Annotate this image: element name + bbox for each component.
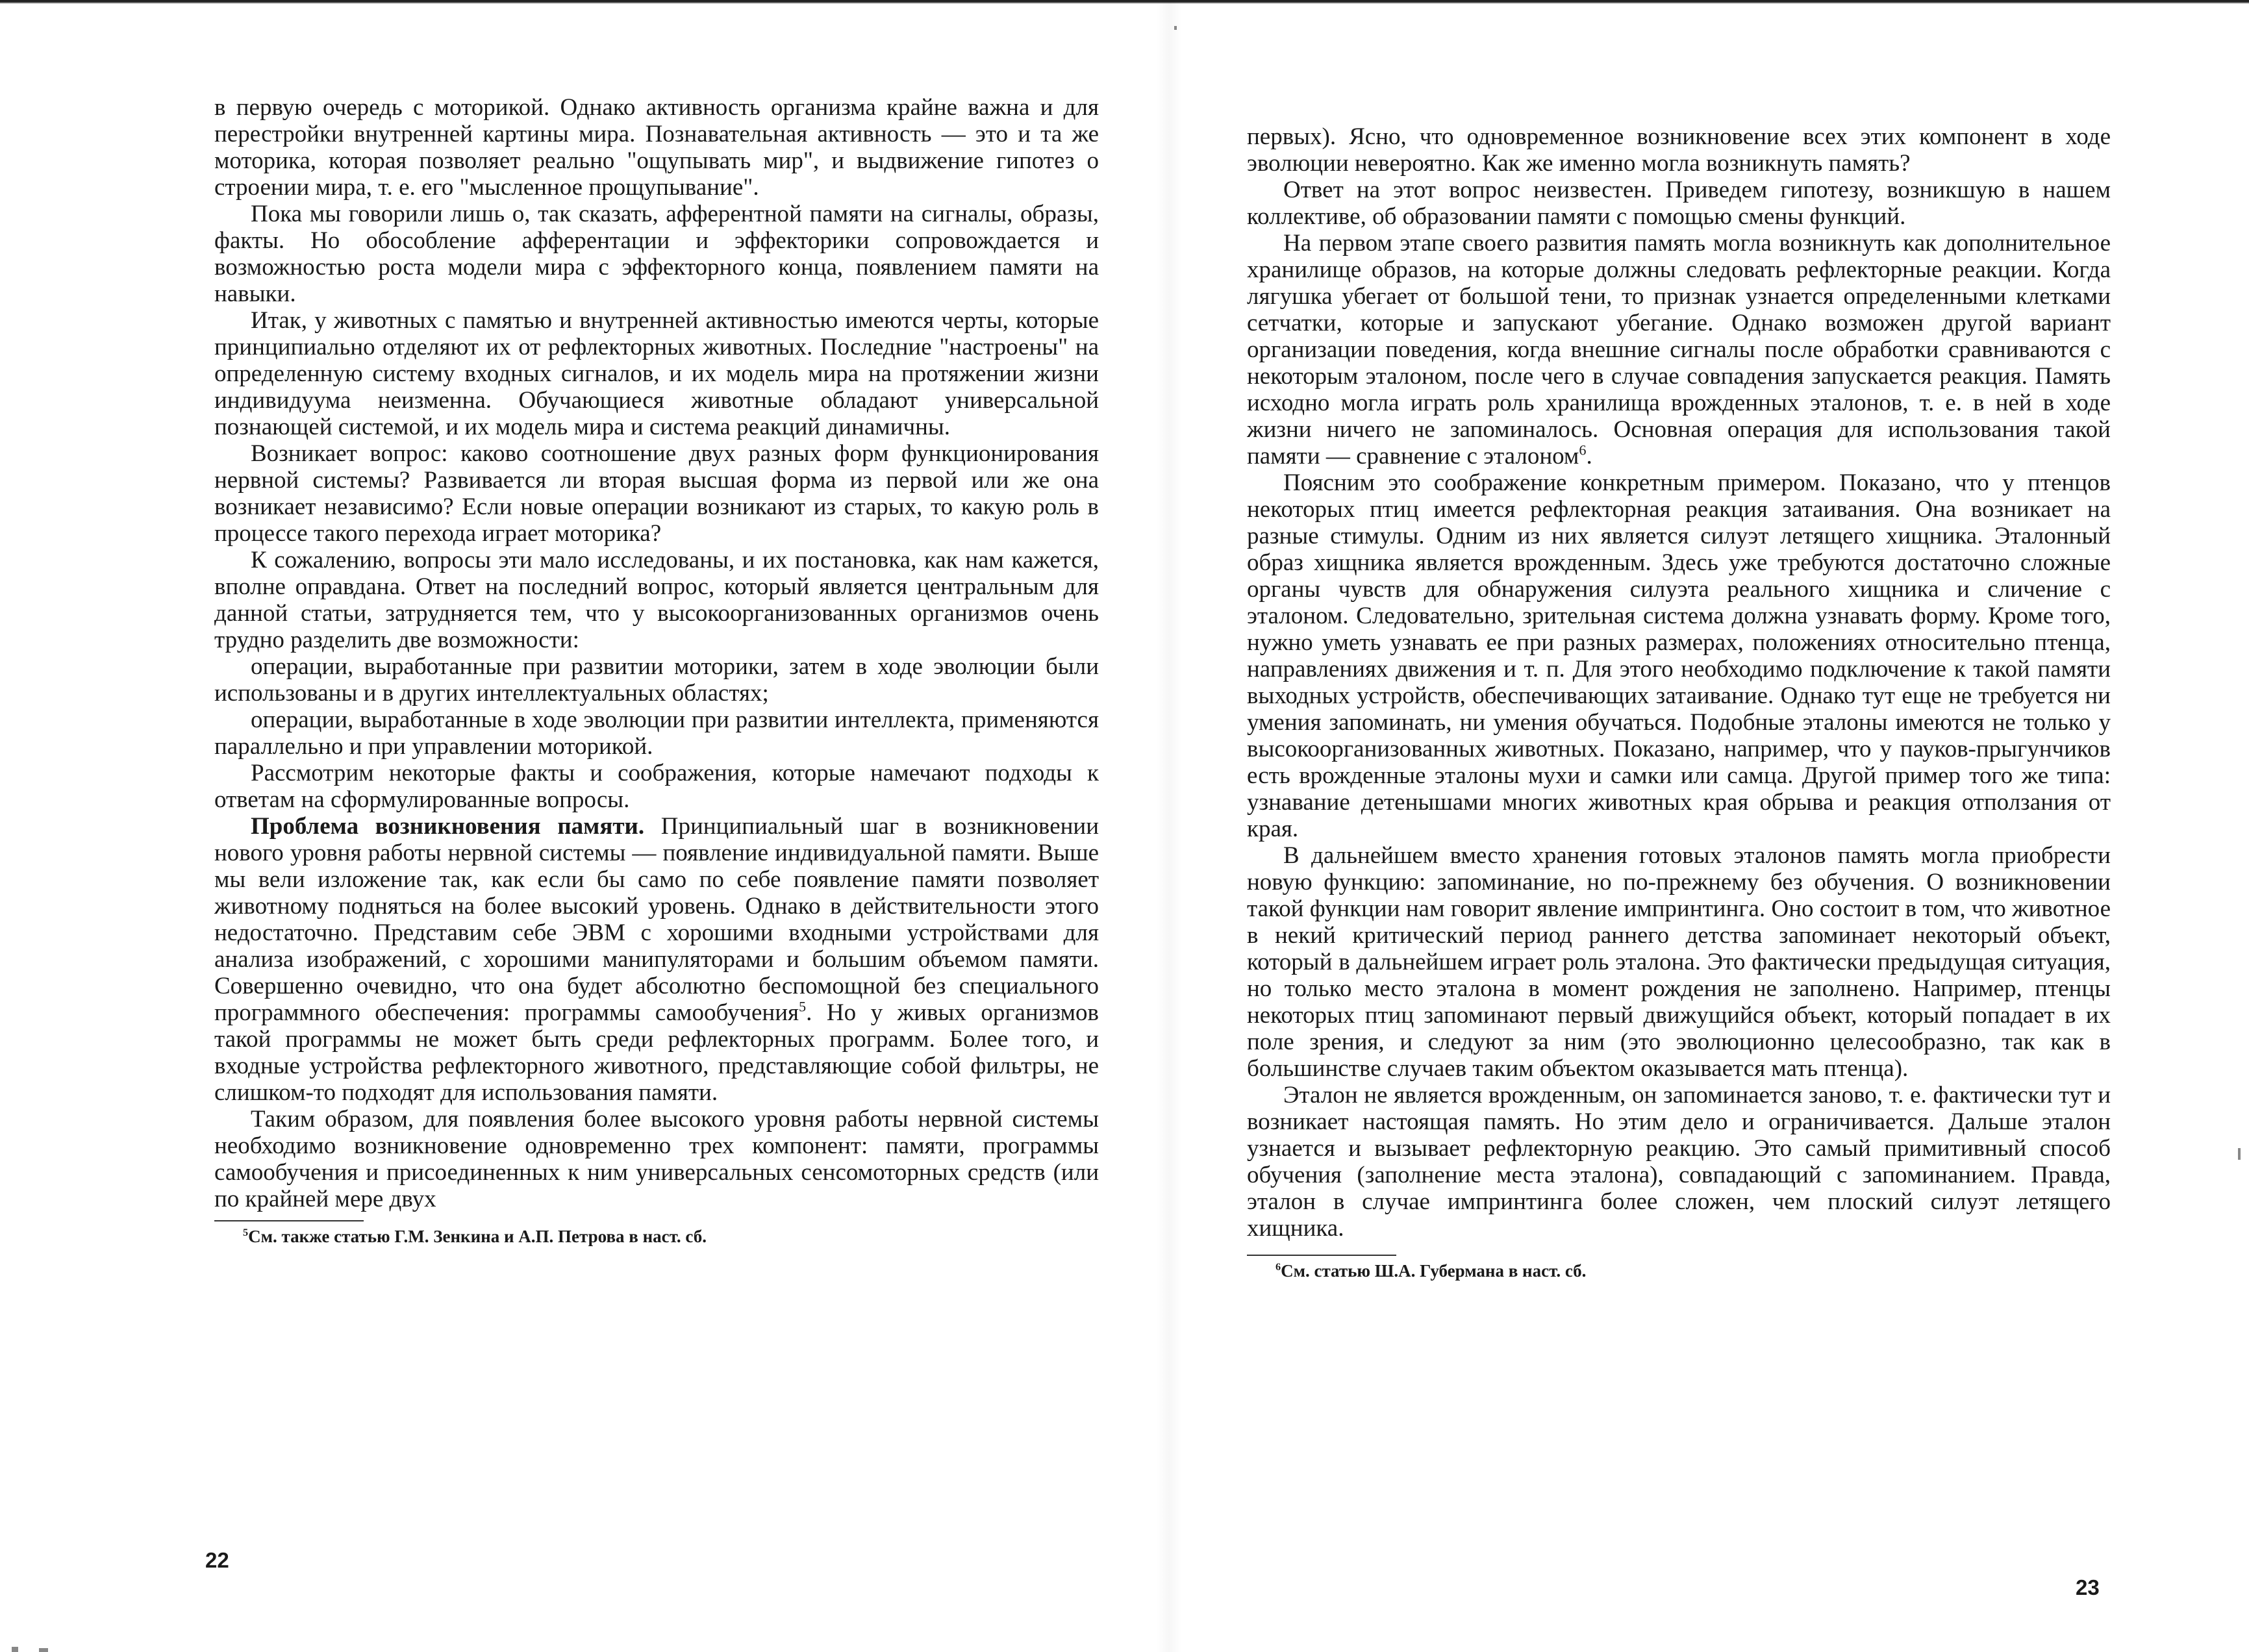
section-text-a: Принципиальный шаг в возникновении нового уровня работы нервной системы — появление индивидуальной памяти. Выше мы вели изложение так, как если бы само по себе появление памяти позволяет животному подняться на более высокий уровень. Однако в действительности этого недостаточно. Представим себе ЭВМ с хорошими входными устройствами для анализа изображений, с хорошими манипуляторами и большим объемом памяти. Совершенно очевидно, что она будет абсолютно беспомощной без специального программного обеспечения: программы самообучения bbox=[214, 813, 1099, 1026]
section-heading: Проблема возникновения памяти. bbox=[251, 813, 645, 840]
footnote-ref-6: 6 bbox=[1579, 442, 1587, 458]
left-footnote-text: См. также статью Г.М. Зенкина и А.П. Петрова в наст. сб. bbox=[248, 1227, 707, 1246]
left-paragraph-7: операции, выработанные в ходе эволюции при развитии интеллекта, применяются параллельно и при управлении моторикой. bbox=[214, 707, 1099, 760]
page-number-right: 23 bbox=[2076, 1575, 2100, 1599]
left-paragraph-3: Итак, у животных с памятью и внутренней активностью имеются черты, которые принципиально отделяют их от рефлекторных животных. Последние "настроены" на определенную систему входных сигналов, и их модель мира на протяжении жизни индивидуума неизменна. Обучающиеся животные обладают универсальной познающей системой, и их модель мира и система реакций динамичны. bbox=[214, 307, 1099, 440]
right-footnote bbox=[1247, 1260, 2111, 1282]
left-paragraph-5: К сожалению, вопросы эти мало исследованы, и их постановка, как нам кажется, вполне оправдана. Ответ на последний вопрос, который является центральным для данной статьи, затрудняется тем, что у высокоорганизованных организмов очень трудно разделить две возможности: bbox=[214, 547, 1099, 653]
footnote-mark-6: 6 bbox=[1275, 1261, 1281, 1273]
footnote-rule-right bbox=[1247, 1255, 1396, 1256]
right-footnote-text: См. статью Ш.А. Губермана в наст. сб. bbox=[1281, 1261, 1587, 1281]
left-footnote bbox=[214, 1225, 1099, 1247]
right-paragraph-4: Поясним это соображение конкретным примером. Показано, что у птенцов некоторых птиц имеется рефлекторная реакция затаивания. Она возникает на разные стимулы. Одним из них является силуэт летящего хищника. Эталонный образ хищника является врожденным. Здесь уже требуются достаточно сложные органы чувств для обнаружения силуэта реального хищника и сличение с эталоном. Следовательно, зрительная система должна узнавать форму. Кроме того, нужно уметь узнавать ее при разных размерах, положениях относительно птенца, направлениях движения и т. п. Для этого необходимо подключение к такой памяти выходных устройств, обеспечивающих затаивание. Однако тут еще не требуется ни умения запоминать, ни умения обучаться. Подобные эталоны имеются не только у высокоорганизованных животных. Показано, например, что у пауков-прыгунчиков есть врожденные эталоны мухи и самки или самца. Другой пример того же типа: узнавание детенышами многих животных края обрыва и реакция отползания от края. bbox=[1247, 469, 2111, 842]
right-paragraph-3 bbox=[1247, 230, 2111, 469]
page-number-left: 22 bbox=[205, 1548, 229, 1572]
right-page bbox=[1247, 123, 2111, 1282]
left-paragraph-8: Рассмотрим некоторые факты и соображения, которые намечают подходы к ответам на сформулированные вопросы. bbox=[214, 760, 1099, 813]
left-paragraph-1: в первую очередь с моторикой. Однако активность организма крайне важна и для перестройки внутренней картины мира. Познавательная активность — это и та же моторика, которая позволяет реально "ощупывать мир", и выдвижение гипотез о строении мира, т. е. его "мысленное прощупывание". bbox=[214, 94, 1099, 201]
right-paragraph-6: Эталон не является врожденным, он запоминается заново, т. е. фактически тут и возникает настоящая память. Но этим дело и ограничивается. Дальше эталон узнается и вызывает рефлекторную реакцию. Это самый примитивный способ обучения (заполнение места эталона), совпадающий с запоминанием. Правда, эталон в случае импринтинга более сложен, чем плоский силуэт летящего хищника. bbox=[1247, 1082, 2111, 1242]
book-gutter bbox=[1156, 0, 1182, 1652]
footnote-rule bbox=[214, 1220, 364, 1221]
scan-speck bbox=[39, 1648, 48, 1652]
scan-speck bbox=[1174, 26, 1177, 30]
section-paragraph bbox=[214, 813, 1099, 1106]
scan-speck bbox=[12, 1647, 18, 1652]
right-paragraph-2: Ответ на этот вопрос неизвестен. Приведем гипотезу, возникшую в нашем коллективе, об образовании памяти с помощью смены функций. bbox=[1247, 177, 2111, 230]
section-text-b: . Но у живых организмов такой программы не может быть среди рефлекторных программ. Более того, и входные устройства рефлекторного животного, представляющие собой фильтры, не слишком-то подходят для использования памяти. bbox=[214, 999, 1099, 1106]
left-paragraph-6: операции, выработанные при развитии моторики, затем в ходе эволюции были использованы и в других интеллектуальных областях; bbox=[214, 653, 1099, 707]
left-paragraph-4: Возникает вопрос: каково соотношение двух разных форм функционирования нервной системы? Развивается ли вторая высшая форма из первой или же она возникает независимо? Если новые операции возникают из старых, то какую роль в процессе такого перехода играет моторика? bbox=[214, 440, 1099, 547]
right-paragraph-5: В дальнейшем вместо хранения готовых эталонов память могла приобрести новую функцию: запоминание, но по-прежнему без обучения. О возникновении такой функции нам говорит явление импринтинга. Оно состоит в том, что животное в некий критический период раннего детства запоминает некоторый объект, который в дальнейшем играет роль эталона. Это фактически предыдущая ситуация, но только место эталона в момент рождения не заполнено. Например, птенцы некоторых птиц запоминают первый движущийся объект, который попадает в их поле зрения, и следуют за ним (это эволюционно целесообразно, так как в большинстве случаев таким объектом оказывается мать птенца). bbox=[1247, 842, 2111, 1082]
left-paragraph-last: Таким образом, для появления более высокого уровня работы нервной системы необходимо возникновение одновременно трех компонент: памяти, программы самообучения и присоединенных к ним универсальных сенсомоторных средств (или по крайней мере двух bbox=[214, 1106, 1099, 1212]
footnote-mark-5: 5 bbox=[243, 1227, 249, 1238]
left-paragraph-2: Пока мы говорили лишь о, так сказать, афферентной памяти на сигналы, образы, факты. Но обособление афферентации и эффекторики сопровождается и возможностью роста модели мира с эффекторного конца, появлением памяти на навыки. bbox=[214, 201, 1099, 307]
scan-speck bbox=[2238, 1148, 2241, 1160]
right-paragraph-1: первых). Ясно, что одновременное возникновение всех этих компонент в ходе эволюции невероятно. Как же именно могла возникнуть память? bbox=[1247, 123, 2111, 177]
right-paragraph-3-text: На первом этапе своего развития память могла возникнуть как дополнительное хранилище образов, на которые должны следовать рефлекторные реакции. Когда лягушка убегает от большой тени, то признак узнается определенными клетками сетчатки, которые и запускают убегание. Однако возможен другой вариант организации поведения, когда внешние сигналы после обработки сравниваются с некоторым эталоном, после чего в случае совпадения запускается реакция. Память исходно могла играть роль хранилища врожденных эталонов, т. е. в ней в ходе жизни ничего не запоминалось. Основная операция для использования такой памяти — сравнение с эталоном bbox=[1247, 230, 2111, 469]
right-paragraph-3-end: . bbox=[1586, 443, 1592, 469]
scan-top-edge bbox=[0, 0, 2249, 6]
footnote-ref-5: 5 bbox=[799, 998, 807, 1015]
left-page bbox=[214, 94, 1099, 1247]
